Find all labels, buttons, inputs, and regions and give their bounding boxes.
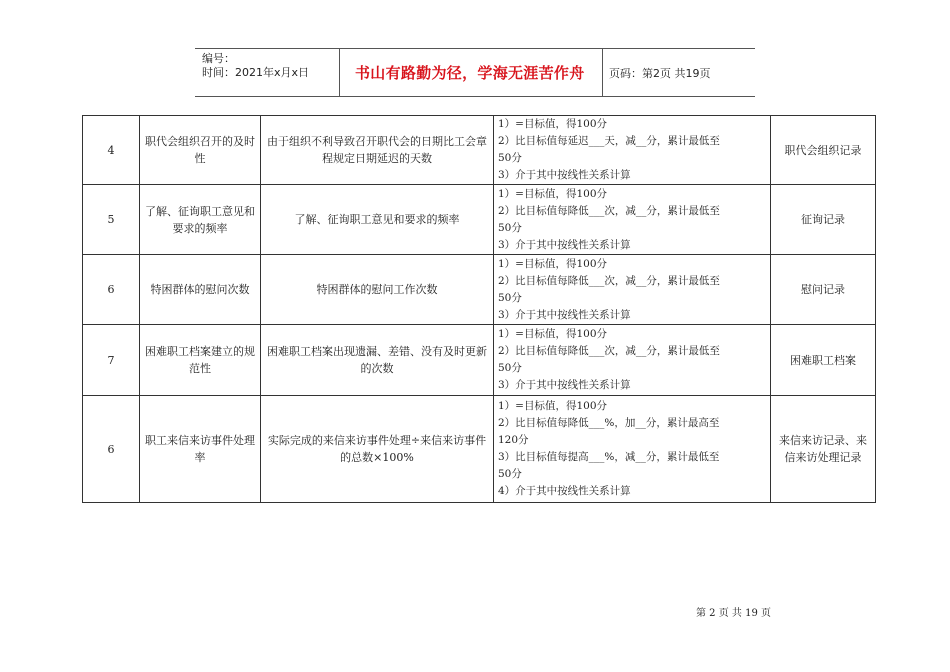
rule-line: 50分 [498,221,522,234]
rule-line: 1）=目标值，得100分 [498,187,608,200]
table-row [83,396,876,503]
indicator-name: 职代会组织召开的及时性 [140,116,261,185]
indicator-name: 职工来信来访事件处理率 [140,396,261,503]
scoring-rules [494,255,771,325]
indicator-name: 困难职工档案建立的规范性 [140,325,261,396]
row-number: 5 [83,185,140,255]
data-source: 困难职工档案 [771,325,876,396]
scoring-rules [494,325,771,396]
rule-line: 1）=目标值，得100分 [498,328,608,340]
rule-line: 1）=目标值，得100分 [498,400,608,412]
document-number-label: 编号： [202,52,235,65]
table-row [83,255,876,325]
row-number: 6 [83,255,140,325]
data-source: 征询记录 [771,185,876,255]
document-date-label: 时间：2021年x月x日 [202,66,310,79]
indicator-definition: 由于组织不利导致召开职代会的日期比工会章程规定日期延迟的天数 [261,116,494,185]
rule-line: 3）介于其中按线性关系计算 [498,169,631,181]
indicator-name: 特困群体的慰问次数 [140,255,261,325]
data-source: 来信来访记录、来信来访处理记录 [771,396,876,503]
rule-line: 3）介于其中按线性关系计算 [498,308,631,321]
rule-line: 50分 [498,362,522,374]
header-divider-right [602,48,603,96]
indicator-name: 了解、征询职工意见和要求的频率 [140,185,261,255]
table-row [83,185,876,255]
table-row [83,325,876,396]
scoring-rules [494,185,771,255]
data-source: 职代会组织记录 [771,116,876,185]
scoring-rules [494,396,771,503]
header-top-rule [195,48,755,49]
rule-line: 2）比目标值每降低___次，减__分，累计最低至 [498,274,720,287]
indicator-definition: 困难职工档案出现遗漏、差错、没有及时更新的次数 [261,325,494,396]
rule-line: 2）比目标值每降低___次，减__分，累计最低至 [498,345,720,357]
rule-line: 50分 [498,291,522,304]
indicator-definition: 了解、征询职工意见和要求的频率 [261,185,494,255]
row-number: 4 [83,116,140,185]
row-number: 7 [83,325,140,396]
rule-line: 3）介于其中按线性关系计算 [498,379,631,391]
rule-line: 50分 [498,468,522,480]
rule-line: 3）比目标值每提高___%，减__分，累计最低至 [498,451,720,463]
page-number-label: 页码：第2页 共19页 [609,67,711,80]
row-number: 6 [83,396,140,503]
footer-page-number: 第 2 页 共 19 页 [696,608,771,619]
data-source: 慰问记录 [771,255,876,325]
rule-line: 120分 [498,434,529,446]
table-row [83,116,876,185]
scoring-rules [494,116,771,185]
header-motto: 书山有路勤为径，学海无涯苦作舟 [355,64,585,82]
indicator-definition: 实际完成的来信来访事件处理÷来信来访事件的总数×100% [261,396,494,503]
rule-line: 4）介于其中按线性关系计算 [498,485,631,497]
rule-line: 2）比目标值每降低___次，减__分，累计最低至 [498,204,720,217]
kpi-table [82,115,876,503]
rule-line: 2）比目标值每延迟___天，减__分，累计最低至 [498,135,720,147]
header-bottom-rule [195,96,755,97]
indicator-definition: 特困群体的慰问工作次数 [261,255,494,325]
rule-line: 50分 [498,152,522,164]
rule-line: 1）=目标值，得100分 [498,257,608,270]
rule-line: 1）=目标值，得100分 [498,118,608,130]
rule-line: 2）比目标值每降低___%，加__分，累计最高至 [498,417,720,429]
rule-line: 3）介于其中按线性关系计算 [498,238,631,251]
header-divider-left [339,48,340,96]
